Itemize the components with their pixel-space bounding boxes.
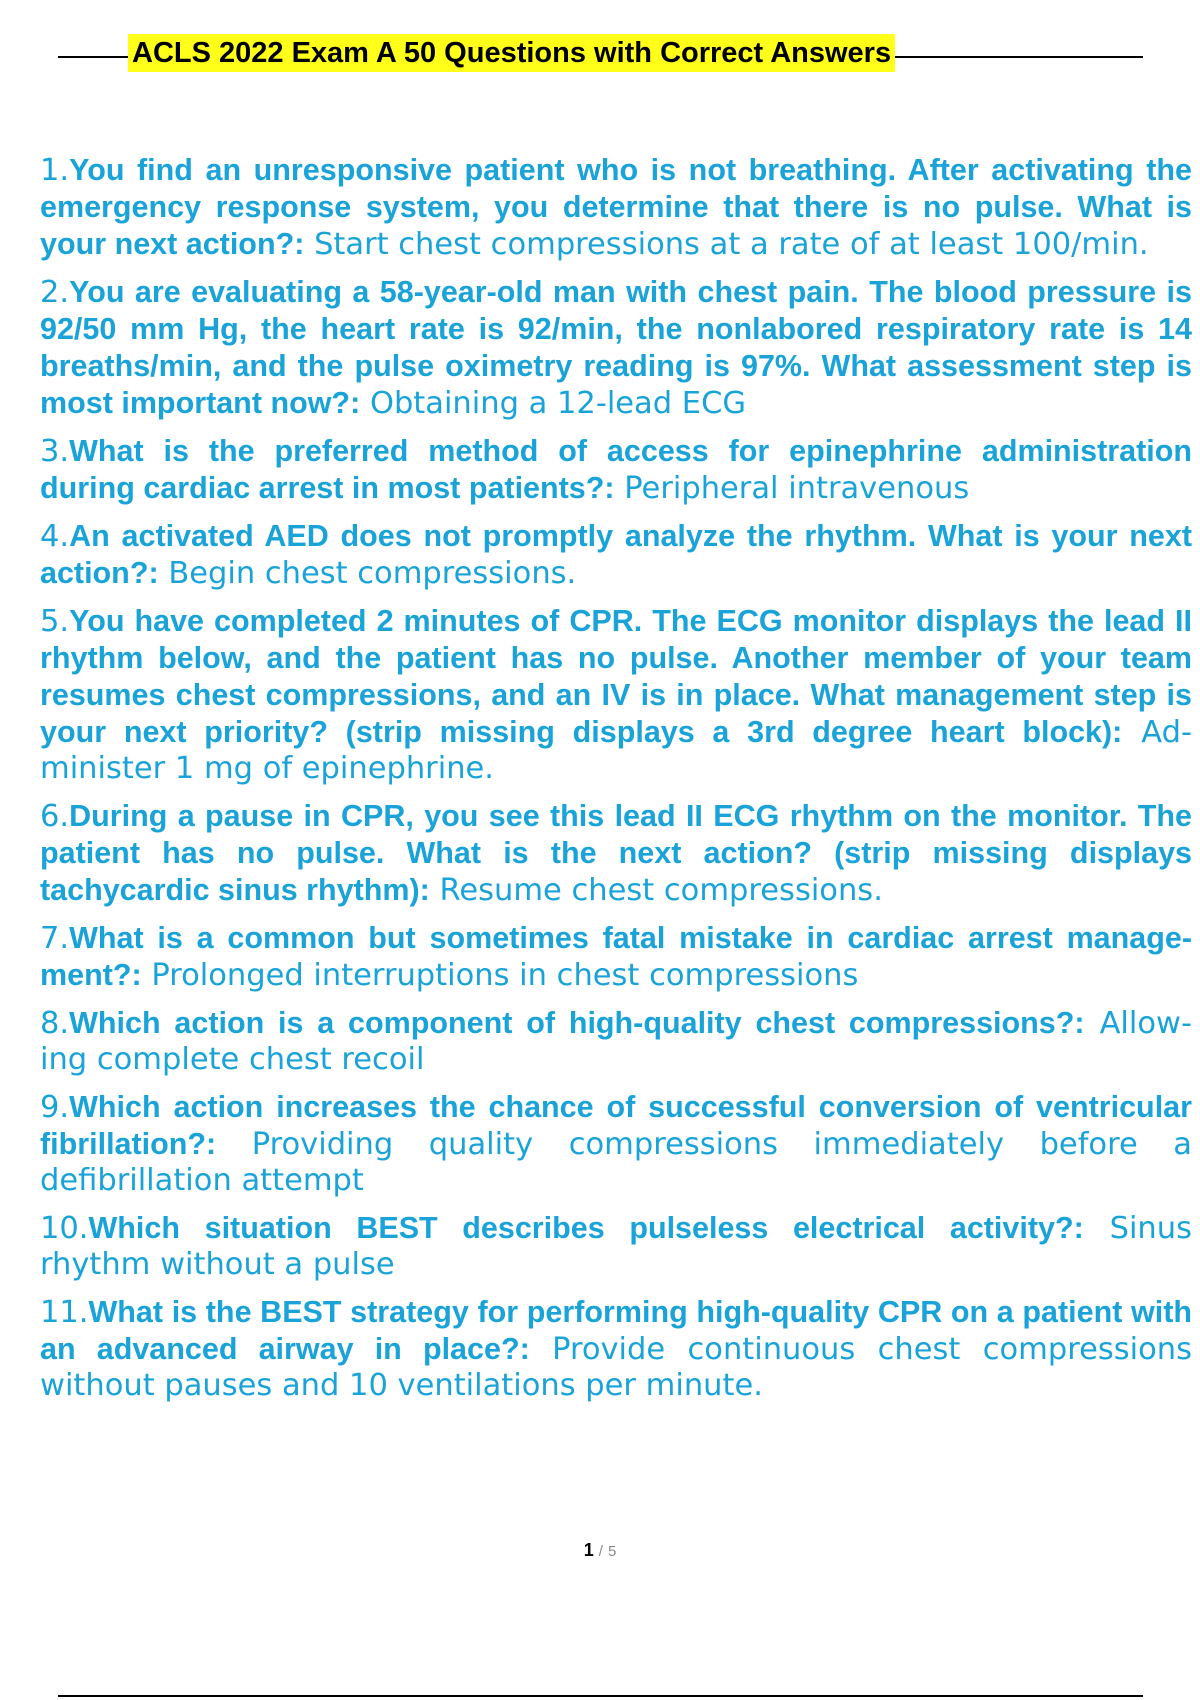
- question-item-4: [40, 518, 1192, 592]
- answer-text: Prolonged interruptions in chest compressions: [151, 958, 859, 993]
- question-text: An activated AED does not promptly analyze the rhythm. What is your next action?:: [40, 519, 1192, 590]
- question-text: Which situation BEST describes pulseless electrical activity?:: [88, 1211, 1084, 1245]
- answer-text: Allow- ing complete chest recoil: [40, 1006, 1192, 1077]
- answer-text: Ad- minister 1 mg of epinephrine.: [40, 715, 1192, 786]
- question-text: You have completed 2 minutes of CPR. The ECG monitor displays the lead II rhythm below, and the patient has no pulse. Another member of your team resumes chest compressions, and an IV is in place. What management step is your next priority? (strip missing displays a 3rd degree heart block):: [40, 604, 1192, 749]
- question-item-8: [40, 1005, 1192, 1078]
- page-indicator: [0, 1540, 1200, 1561]
- question-number: 2.: [40, 275, 70, 310]
- question-text: What is a common but sometimes fatal mistake in cardiac arrest manage- ment?:: [40, 921, 1192, 992]
- question-number: 8.: [40, 1006, 70, 1041]
- question-number: 9.: [40, 1090, 70, 1125]
- question-item-3: [40, 433, 1192, 507]
- question-number: 5.: [40, 604, 70, 639]
- document-title: ACLS 2022 Exam A 50 Questions with Correct Answers: [128, 34, 895, 72]
- question-text: During a pause in CPR, you see this lead II ECG rhythm on the monitor. The patient has no pulse. What is the next action? (strip missing displays tachycardic sinus rhythm):: [40, 799, 1192, 907]
- question-text: You are evaluating a 58-year-old man with chest pain. The blood pressure is 92/50 mm Hg, the heart rate is 92/min, the nonlabored respiratory rate is 14 breaths/min, and the pulse oximetry reading is 97%. What assessment step is most important now?:: [40, 275, 1192, 420]
- page-separator: /: [598, 1543, 603, 1560]
- answer-text: Providing quality compressions immediately before a defibrillation attempt: [40, 1127, 1192, 1198]
- answer-text: Provide continuous chest compressions without pauses and 10 ventilations per minute.: [40, 1332, 1192, 1403]
- question-number: 4.: [40, 519, 70, 554]
- question-item-1: [40, 152, 1192, 263]
- question-text: What is the preferred method of access for epinephrine administration during cardiac arrest in most patients?:: [40, 434, 1192, 505]
- question-item-9: [40, 1089, 1192, 1199]
- answer-text: Resume chest compressions.: [439, 873, 883, 908]
- question-number: 1.: [40, 153, 70, 188]
- question-number: 7.: [40, 921, 70, 956]
- title-bar: [58, 30, 1143, 76]
- question-number: 6.: [40, 799, 70, 834]
- question-number: 10.: [40, 1211, 89, 1246]
- question-text: You find an unresponsive patient who is not breathing. After activating the emergency response system, you determine that there is no pulse. What is your next action?:: [40, 153, 1192, 261]
- question-text: Which action increases the chance of successful conversion of ventricular fibrillation?:: [40, 1090, 1192, 1161]
- question-item-10: [40, 1210, 1192, 1283]
- question-text: Which action is a component of high-quality chest compressions?:: [69, 1006, 1085, 1040]
- answer-text: Obtaining a 12-lead ECG: [369, 386, 747, 421]
- answer-text: Peripheral intravenous: [624, 471, 970, 506]
- answer-text: Begin chest compressions.: [168, 556, 577, 591]
- question-item-5: [40, 603, 1192, 787]
- question-item-11: [40, 1294, 1192, 1404]
- question-text: What is the BEST strategy for performing high-quality CPR on a patient with an advanced airway in place?:: [40, 1295, 1192, 1366]
- total-page-count: 5: [607, 1543, 617, 1560]
- question-list: [40, 152, 1192, 1415]
- question-item-7: [40, 920, 1192, 994]
- answer-text: Sinus rhythm without a pulse: [40, 1211, 1192, 1282]
- question-item-2: [40, 274, 1192, 422]
- current-page-number: 1: [583, 1540, 594, 1560]
- bottom-rule-line: [58, 1695, 1143, 1697]
- question-item-6: [40, 798, 1192, 909]
- answer-text: Start chest compressions at a rate of at least 100/min.: [314, 227, 1149, 262]
- question-number: 3.: [40, 434, 70, 469]
- question-number: 11.: [40, 1295, 89, 1330]
